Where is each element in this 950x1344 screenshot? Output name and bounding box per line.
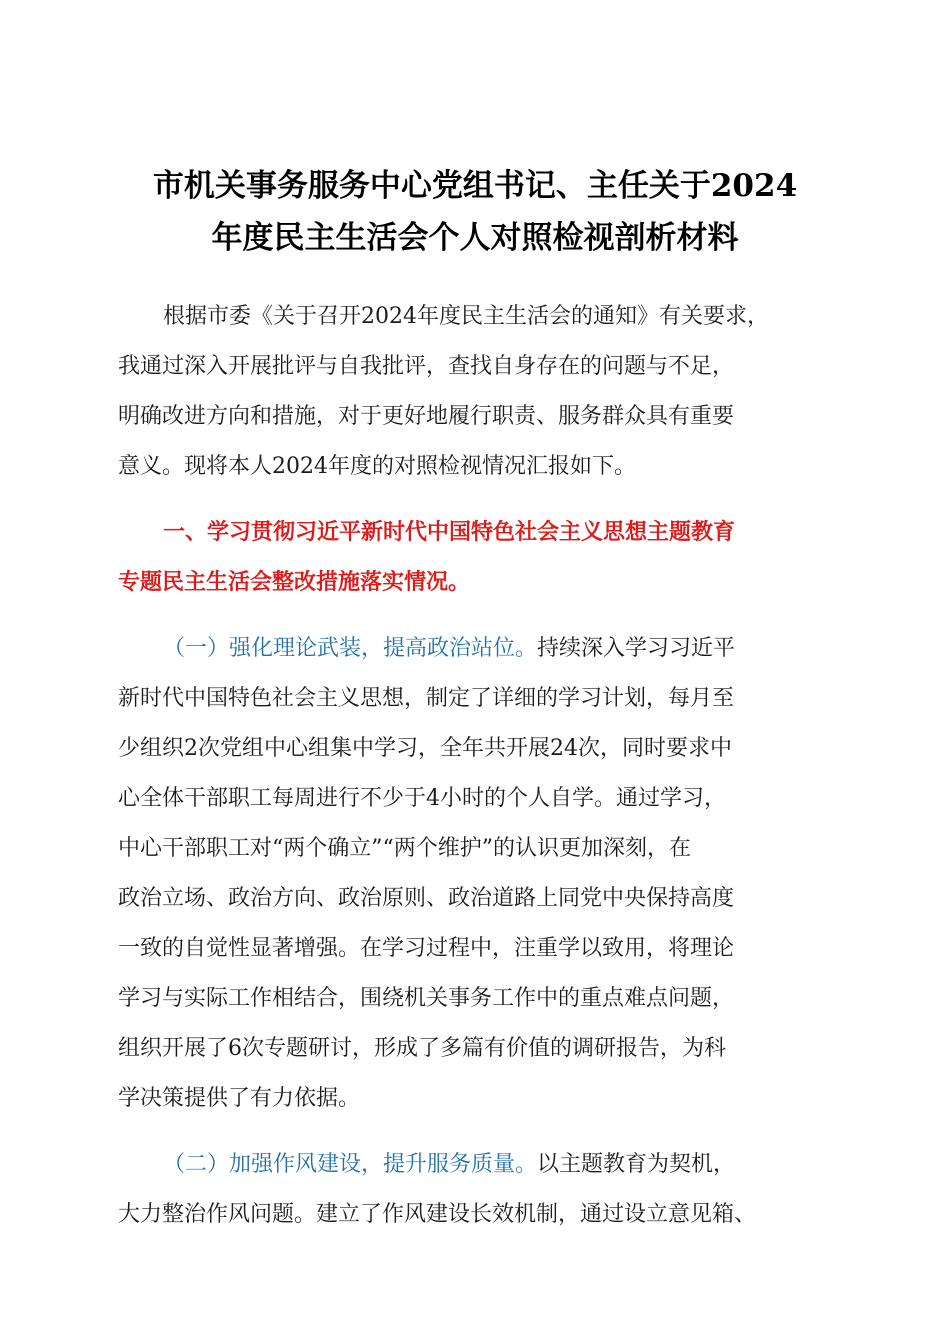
body-line: 学习与实际工作相结合，围绕机关事务工作中的重点难点问题， (118, 986, 735, 1011)
document-body (118, 292, 836, 1240)
body-line: 大力整治作风问题。建立了作风建设长效机制，通过设立意见箱、 (118, 1202, 757, 1227)
body-line: 心全体干部职工每周进行不少于4小时的个人自学。通过学习， (118, 786, 726, 811)
title-line-1: 市机关事务服务中心党组书记、主任关于2024 (152, 168, 798, 204)
intro-line: 明确改进方向和措施，对于更好地履行职责、服务群众具有重要 (118, 404, 735, 429)
subsection-2-text: 以主题教育为契机， (537, 1152, 736, 1177)
section-heading-line: 一、学习贯彻习近平新时代中国特色社会主义思想主题教育 (163, 520, 736, 545)
subsection-2-first-line (118, 1140, 836, 1190)
subsection-1-text: 持续深入学习习近平 (537, 636, 736, 661)
subsection-2-heading: （二）加强作风建设，提升服务质量。 (163, 1152, 538, 1177)
intro-line: 根据市委《关于召开2024年度民主生活会的通知》有关要求， (163, 304, 769, 329)
intro-line: 我通过深入开展批评与自我批评，查找自身存在的问题与不足， (118, 354, 735, 379)
body-line: 组织开展了6次专题研讨，形成了多篇有价值的调研报告，为科 (118, 1036, 726, 1061)
intro-paragraph (118, 292, 836, 492)
body-line: 中心干部职工对“两个确立”“两个维护”的认识更加深刻，在 (118, 836, 691, 861)
title-line-2: 年度民主生活会个人对照检视剖析材料 (211, 220, 739, 256)
document-title (100, 160, 850, 264)
body-line: 少组织2次党组中心组集中学习，全年共开展24次，同时要求中 (118, 736, 732, 761)
subsection-2-paragraph (118, 1140, 836, 1240)
body-line: 一致的自觉性显著增强。在学习过程中，注重学以致用，将理论 (118, 936, 735, 961)
section-1-heading (118, 508, 836, 608)
body-line: 政治立场、政治方向、政治原则、政治道路上同党中央保持高度 (118, 886, 735, 911)
section-heading-line: 专题民主生活会整改措施落实情况。 (118, 570, 471, 595)
intro-line: 意义。现将本人2024年度的对照检视情况汇报如下。 (118, 454, 636, 479)
body-line: 学决策提供了有力依据。 (118, 1086, 361, 1111)
subsection-1-paragraph (118, 624, 836, 1124)
subsection-1-heading: （一）强化理论武装，提高政治站位。 (163, 636, 538, 661)
subsection-1-first-line (118, 624, 836, 674)
body-line: 新时代中国特色社会主义思想，制定了详细的学习计划，每月至 (118, 686, 735, 711)
